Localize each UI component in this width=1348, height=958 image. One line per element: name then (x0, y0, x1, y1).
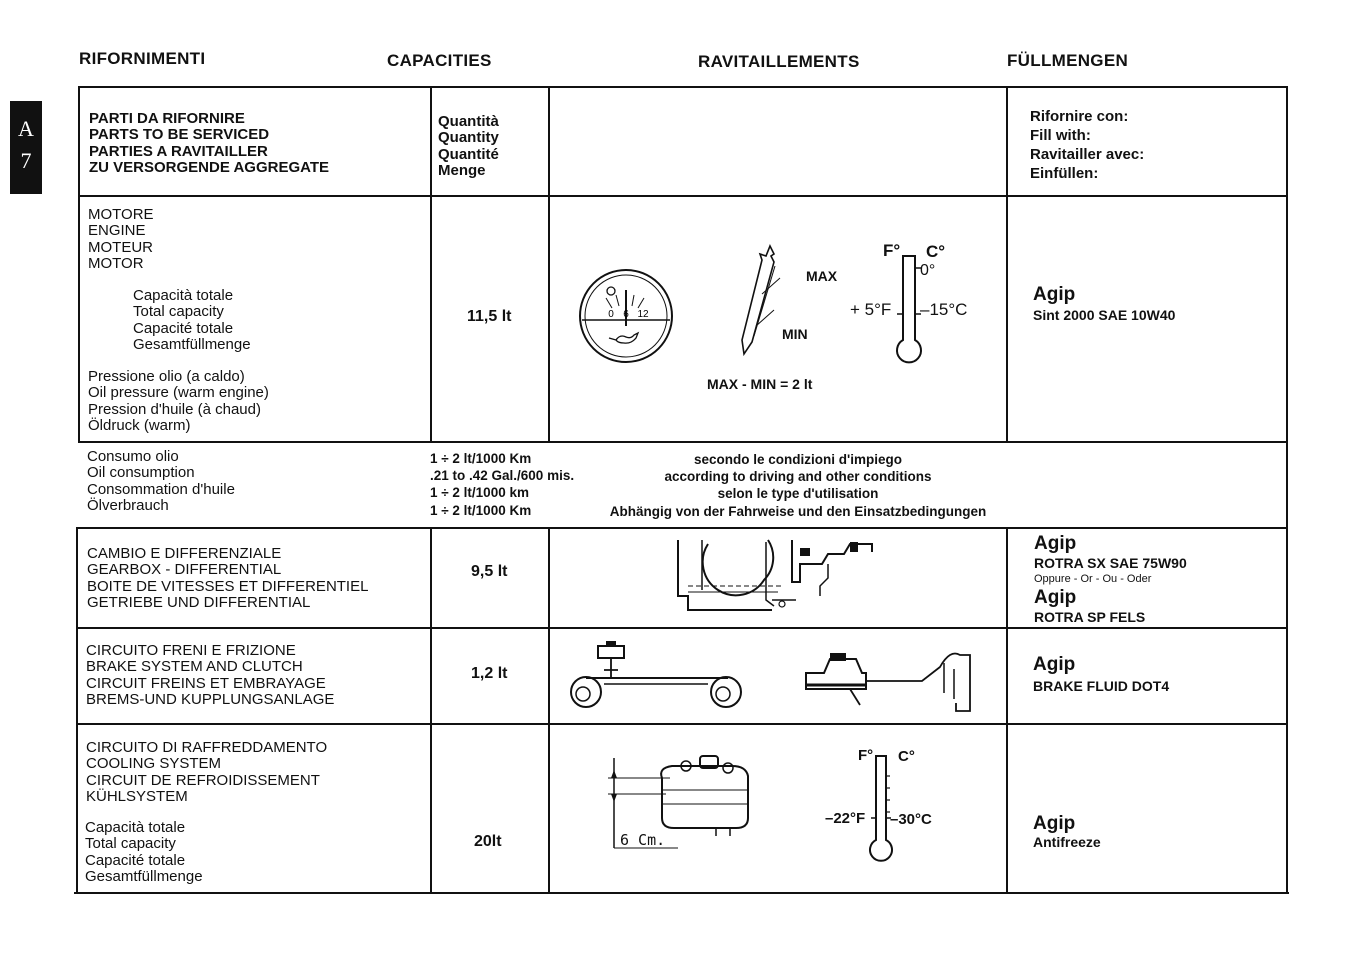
oil-consumption-conditions: secondo le condizioni d'impiego according to driving and other conditions selon le type d'utilisation Abhängig von der Fahrweise und den Einsatzbedingungen (609, 452, 987, 519)
cooling-quantity: 20lt (474, 833, 502, 850)
gearbox-product-2: ROTRA SP FELS (1034, 609, 1146, 625)
oil-consumption-names: Consumo olio Oil consumption Consommation d'huile Ölverbrauch (87, 448, 235, 515)
engine-capacity-labels: Capacità totale Total capacity Capacité totale Gesamtfüllmenge (133, 287, 251, 354)
gearbox-product: ROTRA SX SAE 75W90 (1034, 555, 1187, 571)
fill-with-header: Rifornire con: Fill with: Ravitailler avec: Einfüllen: (1030, 108, 1145, 182)
gearbox-names: CAMBIO E DIFFERENZIALE GEARBOX - DIFFERENTIAL BOITE DE VITESSES ET DIFFERENTIEL GETRIEBE UND DIFFERENTIAL (87, 545, 369, 612)
cooling-thermo-right: –30°C (890, 811, 932, 828)
engine-thermo-left: + 5°F (850, 300, 892, 319)
gearbox-brand: Agip (1034, 533, 1077, 554)
brakes-quantity: 1,2 lt (471, 665, 508, 682)
engine-thermo-unit-c: C° (926, 242, 946, 261)
cooling-product: Antifreeze (1033, 834, 1101, 850)
gearbox-drawing-icon (668, 538, 878, 616)
gauge-tick-12: 12 (637, 309, 649, 320)
header-de: FÜLLMENGEN (1007, 51, 1129, 70)
engine-pressure-labels: Pressione olio (a caldo) Oil pressure (warm engine) Pression d'huile (à chaud) Öldruck (warm) (88, 368, 269, 435)
gearbox-quantity: 9,5 lt (471, 563, 508, 580)
header-it: RIFORNIMENTI (79, 49, 206, 68)
header-en: CAPACITIES (387, 51, 492, 70)
engine-product: Sint 2000 SAE 10W40 (1033, 307, 1176, 323)
cooling-thermo-left: –22°F (825, 810, 866, 827)
dipstick-max-label: MAX (806, 268, 838, 284)
quantity-header: Quantità Quantity Quantité Menge (438, 113, 499, 180)
cooling-thermometer-icon (865, 752, 901, 868)
page-tab-number: 7 (20, 148, 32, 173)
engine-thermo-zero: 0° (920, 262, 936, 279)
brake-circuit-icon (566, 640, 756, 714)
oil-consumption-values: 1 ÷ 2 lt/1000 Km .21 to .42 Gal./600 mis. 1 ÷ 2 lt/1000 km 1 ÷ 2 lt/1000 Km (430, 451, 575, 518)
dipstick-min-label: MIN (782, 326, 808, 342)
engine-brand: Agip (1033, 284, 1076, 305)
parts-header: PARTI DA RIFORNIRE PARTS TO BE SERVICED PARTIES A RAVITAILLER ZU VERSORGENDE AGGREGATE (89, 110, 330, 177)
gearbox-alt-note: Oppure - Or - Ou - Oder (1034, 573, 1152, 585)
brakes-names: CIRCUITO FRENI E FRIZIONE BRAKE SYSTEM AND CLUTCH CIRCUIT FREINS ET EMBRAYAGE BREMS-UND KUPPLUNGSANLAGE (86, 642, 335, 709)
gearbox-brand-2: Agip (1034, 587, 1077, 608)
header-fr: RAVITAILLEMENTS (698, 52, 860, 71)
engine-thermo-unit-f: F° (883, 241, 901, 260)
engine-quantity: 11,5 lt (467, 308, 512, 325)
oil-pressure-gauge-icon (578, 268, 676, 366)
cooling-thermo-unit-f: F° (858, 747, 874, 764)
page-tab-letter: A (18, 116, 34, 141)
cooling-level: 6 Cm. (620, 831, 666, 849)
cooling-brand: Agip (1033, 813, 1076, 834)
brakes-brand: Agip (1033, 654, 1076, 675)
engine-thermo-right: –15°C (920, 300, 968, 319)
cooling-names: CIRCUITO DI RAFFREDDAMENTO COOLING SYSTEM CIRCUIT DE REFROIDISSEMENT KÜHLSYSTEM (86, 739, 328, 806)
engine-names: MOTORE ENGINE MOTEUR MOTOR (88, 206, 154, 273)
clutch-circuit-icon (800, 645, 985, 711)
brakes-product: BRAKE FLUID DOT4 (1033, 678, 1170, 694)
gauge-tick-6: 6 (623, 309, 629, 320)
dipstick-note: MAX - MIN = 2 lt (707, 376, 813, 392)
page-tab (10, 101, 42, 194)
gauge-tick-0: 0 (608, 309, 614, 320)
cooling-thermo-unit-c: C° (898, 748, 915, 765)
cooling-capacity-labels: Capacità totale Total capacity Capacité totale Gesamtfüllmenge (85, 819, 203, 886)
